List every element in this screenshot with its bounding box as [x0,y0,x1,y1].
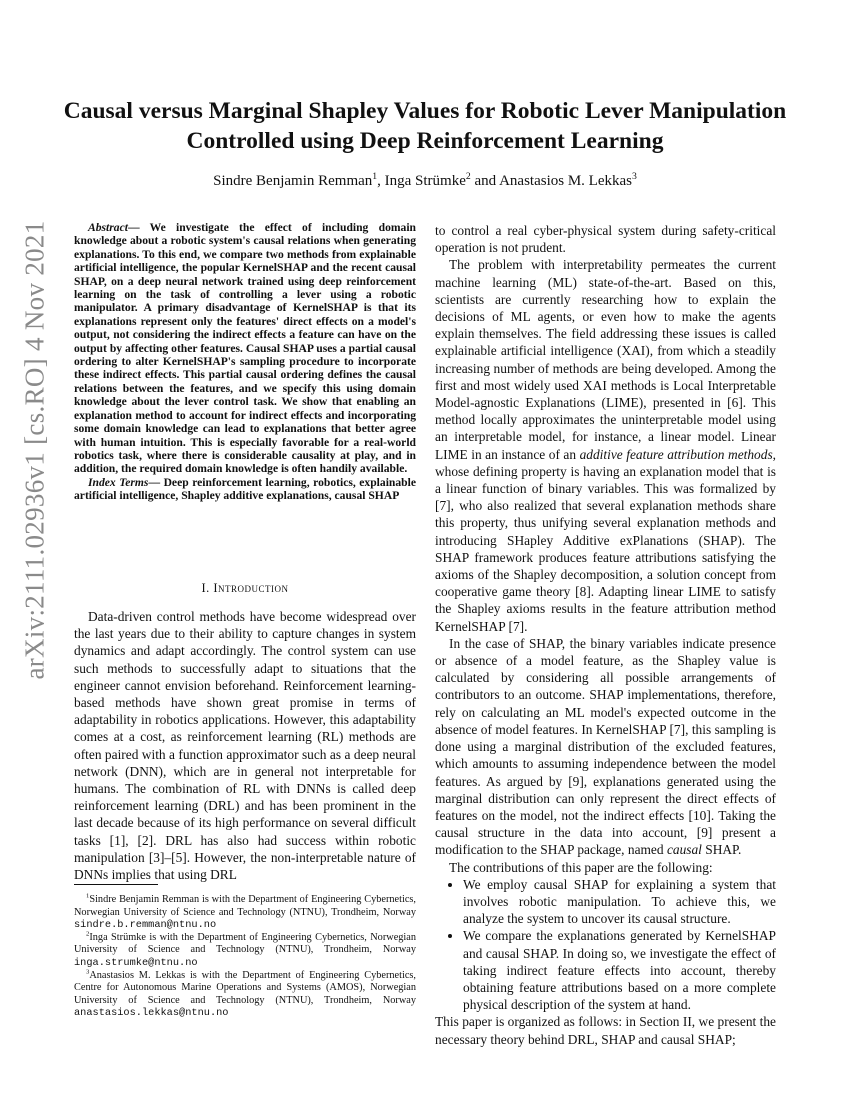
author-3-mark: 3 [632,171,637,182]
footnote-2-email: inga.strumke@ntnu.no [74,956,198,969]
author-2: Inga Strümke [384,173,466,189]
author-list [60,173,790,190]
right-paragraph-3: The contributions of this paper are the following: [449,859,713,875]
footnote-2-mark: 2 [86,930,90,938]
footnote-1 [74,894,416,932]
contribution-item-2: • We compare the explanations generated by KernelSHAP and causal SHAP. In doing so, we investigate the effect of taking indirect feature effects into account, thereby obtaining feature attributions based on a more complete physical description of the system at hand. [463,927,776,1013]
author-sep-1: , [377,173,385,189]
contribution-item-1: • We employ causal SHAP for explaining a system that involves robotic manipulation. To achieve this, we analyze the system to uncover its causal structure. [463,876,776,928]
intro-left-column [74,608,416,883]
footnote-3-text: Anastasios M. Lekkas is with the Department of Engineering Cybernetics, Centre for Autonomous Marine Operations and Systems (AMOS), Norwegian University of Science and Technology (NTNU), Trondheim, Norway [74,969,416,1006]
section-number: I. [201,581,214,595]
right-paragraph-1b: , whose defining property is having an explanation model that is a linear function of binary variables. This was formalized by [7], who also realized that several explanation methods share this property, thus unifying several explanation methods and introducing SHapley Additive exPlanations (SHAP). The SHAP framework produces feature attributions satisfying the axioms of the Shapley decomposition, a solution concept from cooperative game theory [8]. Adapting linear LIME to satisfy the Shapley axioms results in the feature attribution method KernelSHAP [7]. [435,446,777,634]
right-paragraph-4: This paper is organized as follows: in Section II, we present the necessary theory behind DRL, SHAP and causal SHAP; [435,1014,776,1047]
right-paragraph-1-emphasis: additive feature attribution methods [579,446,773,462]
right-paragraph-1a: The problem with interpretability permeates the current machine learning (ML) state-of-the-art. Based on this, scientists are currently researching how to explain the decisions of ML agents, or even how to make the agents explain themselves. The field addressing these issues is called explainable artificial intelligence (XAI), from which a steadily increasing number of methods are being developed. Among the first and most widely used XAI methods is Local Interpretable Model-agnostic Explanations (LIME), presented in [6]. This method locally approximates the uninterpretable model using an interpretable model, for instance, a linear model. Linear LIME in an instance of an [435,257,776,462]
footnote-rule [74,884,158,885]
title-line-2: Controlled using Deep Reinforcement Learning [186,128,664,154]
footnote-1-mark: 1 [86,892,90,900]
index-terms-dash: — [148,475,164,489]
abstract-label: Abstract [88,221,128,234]
author-sep-2: and [470,173,500,189]
right-paragraph-2b: SHAP. [701,842,742,858]
title-line-1: Causal versus Marginal Shapley Values for Robotic Lever Manipulation [63,98,787,124]
footnote-1-email: sindre.b.remman@ntnu.no [74,919,217,932]
intro-paragraph-1: Data-driven control methods have become widespread over the last years due to their ability to capture changes in system dynamics and adapt accordingly. The control system can use such methods to successfully adapt to situations that the engineer cannot envision beforehand. Reinforcement learning-based methods have shown great promise in terms of adaptability in robotics applications. However, this adaptability comes at a cost, as reinforcement learning (RL) methods are often paired with a function approximator such as a deep neural network (DNN), which are in general not interpretable for humans. The combination of RL with DNNs is called deep reinforcement learning (DRL) and has been prominent in the last decade because of its high performance on several difficult tasks [1], [2]. DRL has also had success within robotic manipulation [3]–[5]. However, the non-interpretable nature of DNNs implies that using DRL [74,609,416,883]
right-column [435,222,776,1048]
author-1: Sindre Benjamin Remman [213,173,373,189]
author-1-mark: 1 [372,171,378,182]
index-terms-text: Deep reinforcement learning, robotics, explainable artificial intelligence, Shapley additive explanations, causal SHAP [74,475,416,503]
section-heading-introduction [74,581,416,596]
right-paragraph-0: to control a real cyber-physical system during safety-critical operation is not prudent. [435,223,776,256]
section-title: Introduction [213,581,289,595]
footnote-3-email: anastasios.lekkas@ntnu.no [74,1007,229,1020]
author-3: Anastasios M. Lekkas [499,173,632,189]
footnote-1-text: Sindre Benjamin Remman is with the Department of Engineering Cybernetics, Norwegian University of Science and Technology (NTNU), Trondheim, Norway [74,894,416,918]
right-paragraph-2 [435,635,776,859]
footnote-2 [74,932,416,970]
index-terms [74,476,416,503]
arxiv-stamp [10,180,60,720]
right-paragraph-2a: In the case of SHAP, the binary variables indicate presence or absence of a model feature, as the Shapley value is calculated by considering all possible arrangements of contributors to an outcome. SHAP implementations, therefore, rely on calculating an ML model's expected outcome in the absence of model features. In KernelSHAP [7], this sampling is done using a marginal distribution of the excluded features, which amounts to assuming independence between the model features. As argued by [9], explanations generated using the marginal distribution can only represent the direct effects of features on the model, not the indirect effects [10]. Taking the causal structure in the data into account, [9] present a modification to the SHAP package, named [435,635,776,858]
abstract-text: We investigate the effect of including domain knowledge about a robotic system's causal relations when generating explanations. To this end, we compare two methods from explainable artificial intelligence, the popular KernelSHAP and the recent causal SHAP, on a deep neural network trained using deep reinforcement learning on the task of controlling a lever using a robotic manipulator. A primary disadvantage of KernelSHAP is that its explanations represent only the features' direct effects on a model's output, not considering the indirect effects a feature can have on the output by affecting other features. Causal SHAP uses a partial causal ordering to alter KernelSHAP's sampling procedure to incorporate these indirect effects. This partial causal ordering defines the causal relations between the features, and we specify this using domain knowledge about the lever control task. We show that enabling an explanation method to account for indirect effects and incorporating some domain knowledge can lead to explanations that better agree with human intuition. This is especially favorable for a real-world robotics task, where there is considerable causality at play, and in addition, the required domain knowledge is often handily available. [74,221,416,476]
right-paragraph-2-emphasis: causal [666,842,702,858]
footnote-3 [74,970,416,1020]
footnote-3-mark: 3 [86,968,90,976]
footnote-2-text: Inga Strümke is with the Department of Engineering Cybernetics, Norwegian University of Science and Technology (NTNU), Trondheim, Norway [74,931,416,956]
abstract-paragraph [74,221,416,476]
author-2-mark: 2 [465,171,471,182]
index-terms-label: Index Terms [88,475,149,489]
arxiv-stamp-text: arXiv:2111.02936v1 [cs.RO] 4 Nov 2021 [19,220,50,680]
abstract-dash: — [127,221,150,234]
footnotes [74,894,416,1020]
contributions-list [435,876,776,1014]
right-paragraph-1 [435,256,776,634]
paper-title [60,96,790,156]
abstract [74,221,416,503]
